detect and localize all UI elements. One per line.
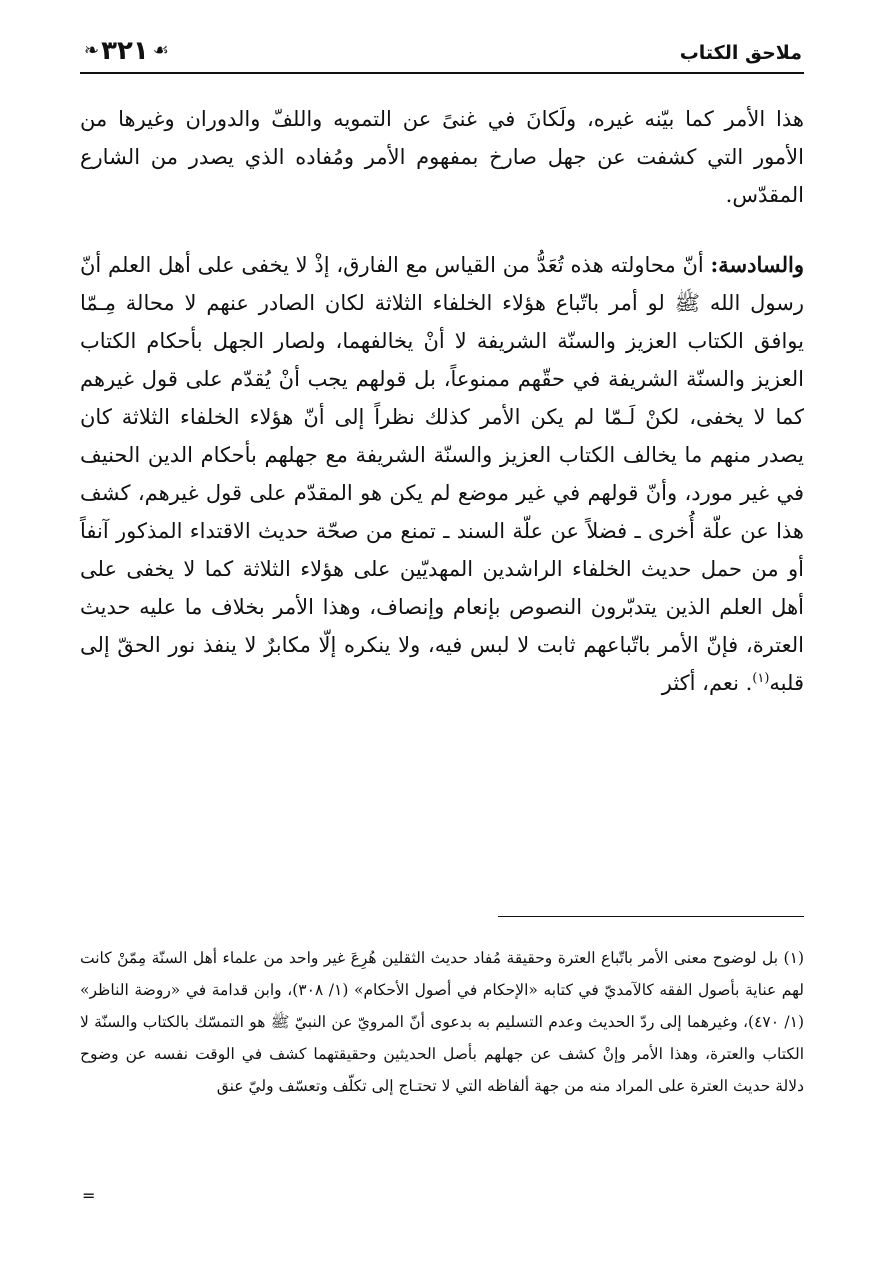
ornament-left-icon: ❧ bbox=[84, 40, 98, 61]
running-title: ملاحق الكتاب bbox=[679, 42, 802, 64]
page-number: ٣٢١ bbox=[101, 36, 149, 66]
paragraph-label: والسادسة: bbox=[710, 252, 804, 277]
paragraph: هذا الأمر كما بيّنه غيره، ولَكانَ في غنىً عن التمويه واللفّ والدوران وغيرها من الأمور التي كشفت عن جهل صارخ بمفهوم الأمر ومُفاده الذي يصدر من الشارع المقدّس. bbox=[80, 107, 804, 207]
ornament-right-icon: ☙ bbox=[152, 40, 167, 61]
paragraph-text: أنّ محاولته هذه تُعَدُّ من القياس مع الفارق، إذْ لا يخفى على أهل العلم أنّ رسول الله ﷺ لو أمر باتّباع هؤلاء الخلفاء الثلاثة لكان الصادر عنهم لا محالة مِـمّا يوافق الكتاب العزيز والسنّة الشريفة لا أنْ يخالفهما، ولصار الجهل بأحكام الكتاب العزيز والسنّة الشريفة في حقّهم ممنوعاً، بل قولهم يجب أنْ يُقدّم على قول غيرهم كما لا يخفى، لكنْ لَـمّا لم يكن الأمر كذلك نظراً إلى أنّ هؤلاء الخلفاء الثلاثة كان يصدر منهم ما يخالف الكتاب العزيز والسنّة الشريفة مع جهلهم بأحكام الدين الحنيف في غير مورد، وأنّ قولهم في غير موضع لم يكن هو المقدّم على قول غيرهم، كشف هذا عن علّة أُخرى ـ فضلاً عن علّة السند ـ تمنع من صحّة حديث الاقتداء المذكور آنفاً أو من حمل حديث الخلفاء الراشدين المهديّين على هؤلاء الثلاثة كما لا يخفى على أهل العلم الذين يتدبّرون النصوص بإنعام وإنصاف، وهذا الأمر بخلاف ما عليه حديث العترة، فإنّ الأمر باتّباعهم ثابت لا لبس فيه، ولا ينكره إلّا مكابرٌ لا ينفذ نور الحقّ إلى قلبه bbox=[80, 253, 804, 695]
paragraph bbox=[80, 246, 804, 702]
footnote-continuation-mark: = bbox=[82, 1186, 96, 1205]
footnotes bbox=[80, 942, 804, 1102]
paragraph-tail: . نعم، أكثر bbox=[661, 671, 753, 695]
footnote bbox=[80, 942, 804, 1102]
header-rule bbox=[80, 72, 804, 74]
footnote-marker: (١) bbox=[783, 949, 804, 967]
footnote-separator bbox=[498, 916, 804, 917]
main-text bbox=[80, 100, 804, 702]
page-header bbox=[80, 30, 804, 74]
footnote-text: بل لوضوح معنى الأمر باتّباع العترة وحقيقة مُفاد حديث الثقلين هُرِعَ غير واحد من علماء أهل السنّة مِمّنْ كانت لهم عناية بأصول الفقه كالآمديّ في كتابه «الإحكام في أصول الأحكام» (١/ ٣٠٨)، وابن قدامة في «روضة الناظر» (١/ ٤٧٠)، وغيرهما إلى ردّ الحديث وعدم التسليم به بدعوى أنّ المرويّ عن النبيّ ﷺ هو التمسّك بالكتاب والسنّة لا الكتاب والعترة، وهذا الأمر وإنْ كشف عن جهلهم بأصل الحديثين وحقيقتهما كشف في الوقت نفسه عن وضوح دلالة حديث العترة على المراد منه من جهة ألفاظه التي لا تحتـاج إلى تكلّف وتعسّف وليّ عنق bbox=[80, 949, 805, 1095]
page-number-block bbox=[84, 36, 167, 66]
footnote-reference[interactable]: (١) bbox=[752, 671, 770, 686]
